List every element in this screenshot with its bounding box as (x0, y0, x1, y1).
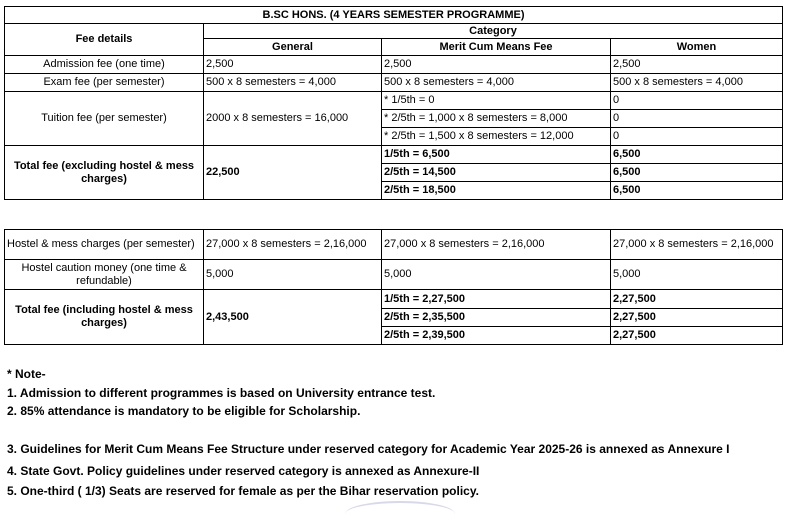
women-value: 5,000 (611, 260, 783, 290)
women-value: 0 (611, 110, 783, 128)
merit-value: 2/5th = 2,35,500 (382, 309, 611, 327)
table-row (5, 92, 783, 110)
merit-value: * 2/5th = 1,000 x 8 semesters = 8,000 (382, 110, 611, 128)
note-item: 1. Admission to different programmes is based on University entrance test. (7, 386, 436, 400)
merit-value: 2/5th = 14,500 (382, 164, 611, 182)
merit-value: 2/5th = 18,500 (382, 182, 611, 200)
women-value: 2,500 (611, 56, 783, 74)
general-value: 2,500 (204, 56, 382, 74)
fee-details-header: Fee details (5, 24, 204, 56)
women-value: 2,27,500 (611, 309, 783, 327)
women-value: 6,500 (611, 182, 783, 200)
merit-value: * 1/5th = 0 (382, 92, 611, 110)
women-value: 2,27,500 (611, 327, 783, 345)
table-row (5, 290, 783, 309)
row-label: Hostel caution money (one time & refundable) (5, 260, 204, 290)
merit-value: 2/5th = 2,39,500 (382, 327, 611, 345)
col-general: General (204, 39, 382, 56)
row-label: Admission fee (one time) (5, 56, 204, 74)
merit-value: 1/5th = 2,27,500 (382, 290, 611, 309)
seal-edge (345, 501, 455, 527)
general-value: 2000 x 8 semesters = 16,000 (204, 92, 382, 146)
table-row (5, 230, 783, 260)
merit-value: 2,500 (382, 56, 611, 74)
col-merit: Merit Cum Means Fee (382, 39, 611, 56)
note-item: 3. Guidelines for Merit Cum Means Fee Structure under reserved category for Academic Year 2025-26 is annexed as Annexure I (7, 442, 730, 456)
women-value: 0 (611, 92, 783, 110)
note-item: 2. 85% attendance is mandatory to be eligible for Scholarship. (7, 404, 361, 418)
merit-value: * 2/5th = 1,500 x 8 semesters = 12,000 (382, 128, 611, 146)
general-value: 27,000 x 8 semesters = 2,16,000 (204, 230, 382, 260)
fee-table (4, 6, 783, 200)
general-value: 500 x 8 semesters = 4,000 (204, 74, 382, 92)
women-value: 27,000 x 8 semesters = 2,16,000 (611, 230, 783, 260)
women-value: 2,27,500 (611, 290, 783, 309)
row-label: Exam fee (per semester) (5, 74, 204, 92)
category-header: Category (204, 24, 783, 39)
table-row (5, 74, 783, 92)
col-women: Women (611, 39, 783, 56)
table-row (5, 260, 783, 290)
women-value: 500 x 8 semesters = 4,000 (611, 74, 783, 92)
note-heading: * Note- (7, 367, 46, 381)
row-label: Tuition fee (per semester) (5, 92, 204, 146)
women-value: 6,500 (611, 146, 783, 164)
row-label: Total fee (including hostel & mess charges) (5, 290, 204, 345)
row-label: Hostel & mess charges (per semester) (5, 230, 204, 260)
merit-value: 27,000 x 8 semesters = 2,16,000 (382, 230, 611, 260)
women-value: 6,500 (611, 164, 783, 182)
merit-value: 500 x 8 semesters = 4,000 (382, 74, 611, 92)
table-title: B.SC HONS. (4 YEARS SEMESTER PROGRAMME) (5, 7, 783, 24)
merit-value: 5,000 (382, 260, 611, 290)
table-row (5, 146, 783, 164)
women-value: 0 (611, 128, 783, 146)
table-row (5, 56, 783, 74)
note-item: 4. State Govt. Policy guidelines under reserved category is annexed as Annexure-II (7, 464, 480, 478)
general-value: 5,000 (204, 260, 382, 290)
general-value: 2,43,500 (204, 290, 382, 345)
note-item: 5. One-third ( 1/3) Seats are reserved for female as per the Bihar reservation policy. (7, 484, 479, 498)
merit-value: 1/5th = 6,500 (382, 146, 611, 164)
hostel-fee-table (4, 229, 783, 345)
row-label: Total fee (excluding hostel & mess charges) (5, 146, 204, 200)
general-value: 22,500 (204, 146, 382, 200)
